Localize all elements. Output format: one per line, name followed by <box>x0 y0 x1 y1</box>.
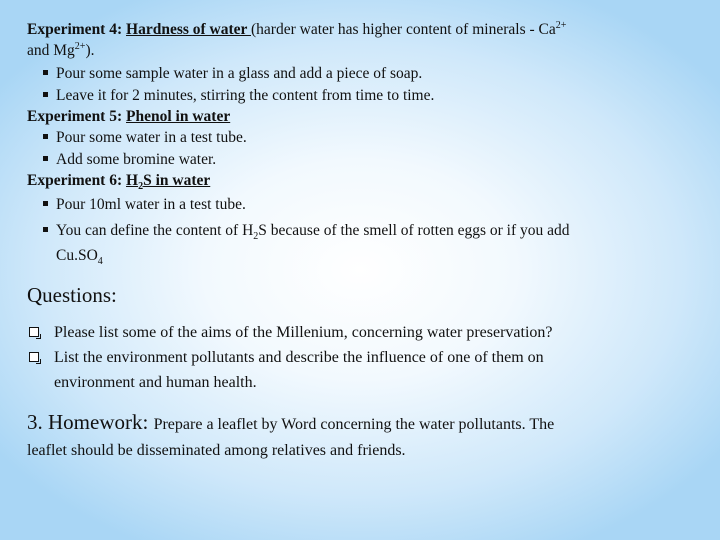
list-item-text: Add some bromine water. <box>56 151 217 168</box>
list-item-text: Pour some water in a test tube. <box>56 129 247 146</box>
calcium-superscript: 2+ <box>555 19 567 31</box>
square-bullet-icon <box>43 134 48 139</box>
experiment-4-description-cont <box>27 41 94 61</box>
experiment-4-heading <box>27 20 566 40</box>
experiment-5-heading <box>27 107 230 127</box>
list-item-continuation: $Cu.SO_4$ <box>56 247 103 268</box>
homework-title: 3. Homework: <box>27 410 154 434</box>
list-item <box>43 128 247 148</box>
list-item <box>43 64 422 84</box>
square-bullet-icon <box>43 201 48 206</box>
square-bullet-icon <box>43 92 48 97</box>
homework-text: Prepare a leaflet by Word concerning the water pollutants. The <box>153 416 555 433</box>
list-item: You can define the content of $H_2S$ because of the smell of rotten eggs or if you add <box>43 221 570 241</box>
experiment-4-label: Experiment 4: <box>27 21 127 38</box>
square-bullet-icon <box>43 227 48 232</box>
question-item-continuation: environment and human health. <box>54 374 257 391</box>
experiment-4-description: (harder water has higher content of minerals - Ca <box>251 21 556 38</box>
experiment-4-title: Hardness of water <box>126 21 252 38</box>
experiment-5-title: Phenol in water <box>126 108 231 125</box>
experiment-4-desc-text: and Mg <box>27 42 75 59</box>
magnesium-superscript: 2+ <box>74 40 86 52</box>
checkbox-bullet-icon <box>29 352 39 362</box>
homework-text-continuation: leaflet should be disseminated among relatives and friends. <box>27 442 406 459</box>
square-bullet-icon <box>43 70 48 75</box>
question-item: Please list some of the aims of the Millenium, concerning water preservation? <box>54 324 553 341</box>
questions-title: Questions: <box>27 283 117 307</box>
experiment-5-label: Experiment 5: <box>27 108 127 125</box>
experiment-6-title: $H_2S$ in water <box>126 172 211 193</box>
homework-line <box>27 412 554 435</box>
list-item-text: Leave it for 2 minutes, stirring the content from time to time. <box>56 87 435 104</box>
list-item <box>43 195 246 215</box>
list-item <box>43 150 216 170</box>
checkbox-bullet-icon <box>29 327 39 337</box>
list-item-text: You can define the content of H <box>56 222 254 239</box>
list-item-text: Pour 10ml water in a test tube. <box>56 196 246 213</box>
experiment-6-heading <box>27 171 210 191</box>
list-item-text: Pour some sample water in a glass and add a piece of soap. <box>56 65 423 82</box>
list-item <box>43 86 434 106</box>
square-bullet-icon <box>43 156 48 161</box>
experiment-4-desc-end: ). <box>85 42 95 59</box>
question-item: List the environment pollutants and describe the influence of one of them on <box>54 349 544 366</box>
experiment-6-label: Experiment 6: <box>27 172 127 189</box>
